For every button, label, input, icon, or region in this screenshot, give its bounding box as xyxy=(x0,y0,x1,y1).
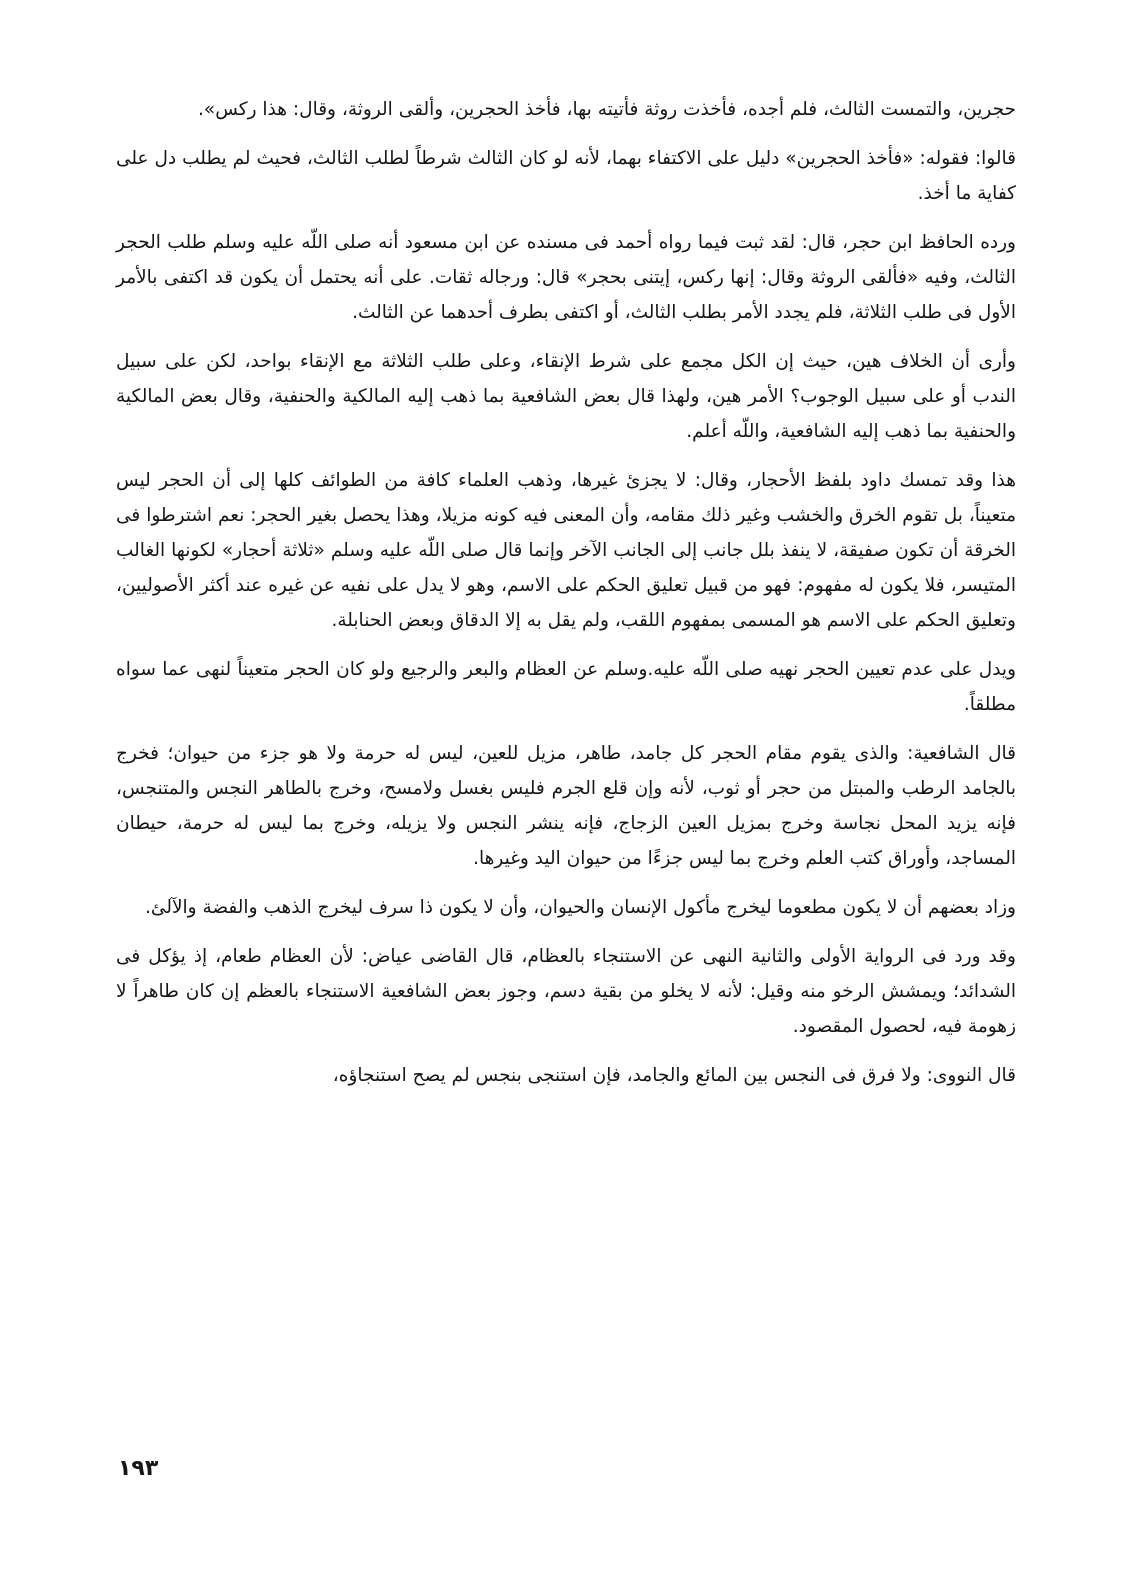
paragraph-1: حجرين، والتمست الثالث، فلم أجده، فأخذت روثة فأتيته بها، فأخذ الحجرين، وألقى الروثة، وقال: هذا ركس». xyxy=(198,99,1016,120)
paragraph-5: هذا وقد تمسك داود بلفظ الأحجار، وقال: لا يجزئ غيرها، وذهب العلماء كافة من الطوائف كلها إلى أن الحجر ليس متعيناً، بل تقوم الخرق والخشب وغير ذلك مقامه، وأن المعنى فيه كونه مزيلا، وهذا يحصل بغير الحجر: نعم اشترطوا فى الخرقة أن تكون صفيقة، لا ينفذ بلل جانب إلى الجانب الآخر وإنما قال صلى اللّه عليه وسلم «ثلاثة أحجار» لكونها الغالب المتيسر، فلا يكون له مفهوم: فهو من قبيل تعليق الحكم على الاسم، وهو لا يدل على نفيه عن غيره عند أكثر الأصوليين، وتعليق الحكم على الاسم هو المسمى بمفهوم اللقب، ولم يقل به إلا الدقاق وبعض الحنابلة. xyxy=(116,470,1016,631)
paragraph-4: وأرى أن الخلاف هين، حيث إن الكل مجمع على شرط الإنقاء، وعلى طلب الثلاثة مع الإنقاء بواحد، لكن على سبيل الندب أو على سبيل الوجوب؟ الأمر هين، ولهذا قال بعض الشافعية بما ذهب إليه المالكية والحنفية، وقال بعض المالكية والحنفية بما ذهب إليه الشافعية، واللّه أعلم. xyxy=(116,351,1016,442)
paragraph-7: قال الشافعية: والذى يقوم مقام الحجر كل جامد، طاهر، مزيل للعين، ليس له حرمة ولا هو جزء من حيوان؛ فخرج بالجامد الرطب والمبتل من حجر أو ثوب، لأنه وإن قلع الجرم فليس بغسل ولامسح، وخرج بالطاهر النجس والمتنجس، فإنه يزيد المحل نجاسة وخرج بمزيل العين الزجاج، فإنه ينشر النجس ولا يزيله، وخرج بما ليس له حرمة، حيطان المساجد، وأوراق كتب العلم وخرج بما ليس جزءًا من حيوان اليد وغيرها. xyxy=(116,743,1016,869)
paragraph-2: قالوا: فقوله: «فأخذ الحجرين» دليل على الاكتفاء بهما، لأنه لو كان الثالث شرطاً لطلب الثالث، فحيث لم يطلب دل على كفاية ما أخذ. xyxy=(116,148,1016,204)
paragraph-6: ويدل على عدم تعيين الحجر نهيه صلى اللّه عليه.وسلم عن العظام والبعر والرجيع ولو كان الحجر متعيناً لنهى عما سواه مطلقاً. xyxy=(116,659,1016,715)
page-number: ١٩٣ xyxy=(118,1456,159,1481)
page-body xyxy=(116,92,1016,1107)
paragraph-10: قال النووى: ولا فرق فى النجس بين المائع والجامد، فإن استنجى بنجس لم يصح استنجاؤه، xyxy=(332,1065,1016,1086)
paragraph-3: ورده الحافظ ابن حجر، قال: لقد ثبت فيما رواه أحمد فى مسنده عن ابن مسعود أنه صلى اللّه عليه وسلم طلب الحجر الثالث، وفيه «فألقى الروثة وقال: إنها ركس، إيتنى بحجر» قال: ورجاله ثقات. على أنه يحتمل أن يكون قد اكتفى بالأمر الأول فى طلب الثلاثة، فلم يجدد الأمر بطلب الثالث، أو اكتفى بطرف أحدهما عن الثالث. xyxy=(116,232,1016,323)
paragraph-8: وزاد بعضهم أن لا يكون مطعوما ليخرج مأكول الإنسان والحيوان، وأن لا يكون ذا سرف ليخرج الذهب والفضة والآلئ. xyxy=(145,897,1016,918)
paragraph-9: وقد ورد فى الرواية الأولى والثانية النهى عن الاستنجاء بالعظام، قال القاضى عياض: لأن العظام طعام، إذ يؤكل فى الشدائد؛ ويمشش الرخو منه وقيل: لأنه لا يخلو من بقية دسم، وجوز بعض الشافعية الاستنجاء بالعظم إن كان طاهراً لا زهومة فيه، لحصول المقصود. xyxy=(116,946,1016,1037)
